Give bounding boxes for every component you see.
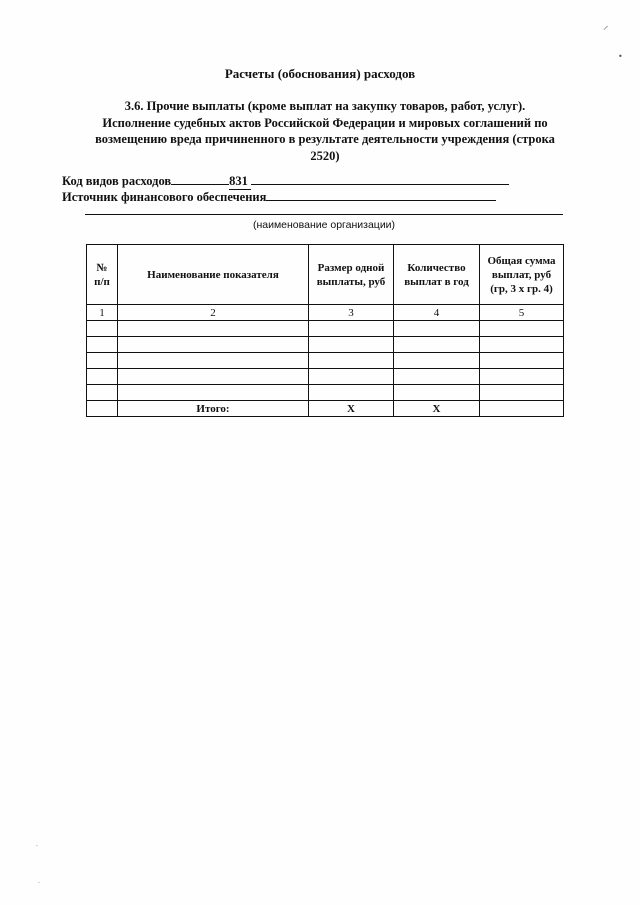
funding-source-field <box>62 187 496 205</box>
organization-caption: (наименование организации) <box>252 219 396 231</box>
expense-code-value[interactable]: 831 <box>229 174 251 190</box>
table-cell[interactable] <box>118 385 309 401</box>
scan-mark-left-low: · <box>38 880 40 887</box>
column-number-5: 5 <box>480 305 564 321</box>
table-cell[interactable] <box>309 337 394 353</box>
document-title: Расчеты (обоснования) расходов <box>224 66 416 81</box>
total-row-total[interactable] <box>480 401 564 417</box>
header-name: Наименование показателя <box>118 245 309 305</box>
section-line-4: 2520) <box>310 148 340 163</box>
table-row <box>87 337 564 353</box>
table-cell[interactable] <box>394 385 480 401</box>
payments-table <box>86 244 564 417</box>
total-row-payment-size: X <box>309 401 394 417</box>
table-cell[interactable] <box>309 385 394 401</box>
column-number-1: 1 <box>87 305 118 321</box>
table-cell[interactable] <box>87 353 118 369</box>
scan-mark-dot: • <box>618 52 623 61</box>
table-cell[interactable] <box>480 353 564 369</box>
table-cell[interactable] <box>394 353 480 369</box>
table-cell[interactable] <box>87 321 118 337</box>
header-quantity: Количество выплат в год <box>394 245 480 305</box>
column-number-3: 3 <box>309 305 394 321</box>
expense-code-blank <box>171 171 229 185</box>
total-row-label: Итого: <box>118 401 309 417</box>
scan-mark-top: ⸝ <box>603 19 609 32</box>
table-cell[interactable] <box>87 337 118 353</box>
header-total: Общая сумма выплат, руб (гр, 3 х гр. 4) <box>480 245 564 305</box>
table-cell[interactable] <box>87 385 118 401</box>
organization-line[interactable] <box>85 214 563 215</box>
section-line-1: 3.6. Прочие выплаты (кроме выплат на закупку товаров, работ, услуг). <box>124 99 526 113</box>
column-number-row <box>87 305 564 321</box>
table-cell[interactable] <box>480 337 564 353</box>
table-row <box>87 369 564 385</box>
total-row-quantity: X <box>394 401 480 417</box>
header-payment-size: Размер одной выплаты, руб <box>309 245 394 305</box>
table-cell[interactable] <box>118 337 309 353</box>
table-header-row <box>87 245 564 305</box>
section-line-2: Исполнение судебных актов Российской Федерации и мировых соглашений по <box>102 115 548 130</box>
total-row-num-cell <box>87 401 118 417</box>
expense-code-label: Код видов расходов <box>62 174 172 188</box>
table-cell[interactable] <box>309 369 394 385</box>
table-cell[interactable] <box>394 321 480 337</box>
column-number-4: 4 <box>394 305 480 321</box>
table-row <box>87 321 564 337</box>
header-num: № п/п <box>87 245 118 305</box>
table-cell[interactable] <box>118 369 309 385</box>
table-cell[interactable] <box>394 369 480 385</box>
table-row <box>87 353 564 369</box>
funding-source-value[interactable] <box>266 187 496 201</box>
column-number-2: 2 <box>118 305 309 321</box>
section-heading <box>80 98 570 164</box>
table-cell[interactable] <box>480 369 564 385</box>
scan-mark-left: · <box>36 843 38 850</box>
table-cell[interactable] <box>394 337 480 353</box>
table-cell[interactable] <box>118 321 309 337</box>
table-cell[interactable] <box>118 353 309 369</box>
table-cell[interactable] <box>309 353 394 369</box>
table-cell[interactable] <box>480 321 564 337</box>
table-cell[interactable] <box>480 385 564 401</box>
expense-code-line <box>251 171 509 185</box>
table-cell[interactable] <box>87 369 118 385</box>
table-cell[interactable] <box>309 321 394 337</box>
section-line-3: возмещению вреда причиненного в результате деятельности учреждения (строка <box>95 132 555 146</box>
total-row <box>87 401 564 417</box>
table-row <box>87 385 564 401</box>
funding-source-label: Источник финансового обеспечения <box>62 190 267 204</box>
